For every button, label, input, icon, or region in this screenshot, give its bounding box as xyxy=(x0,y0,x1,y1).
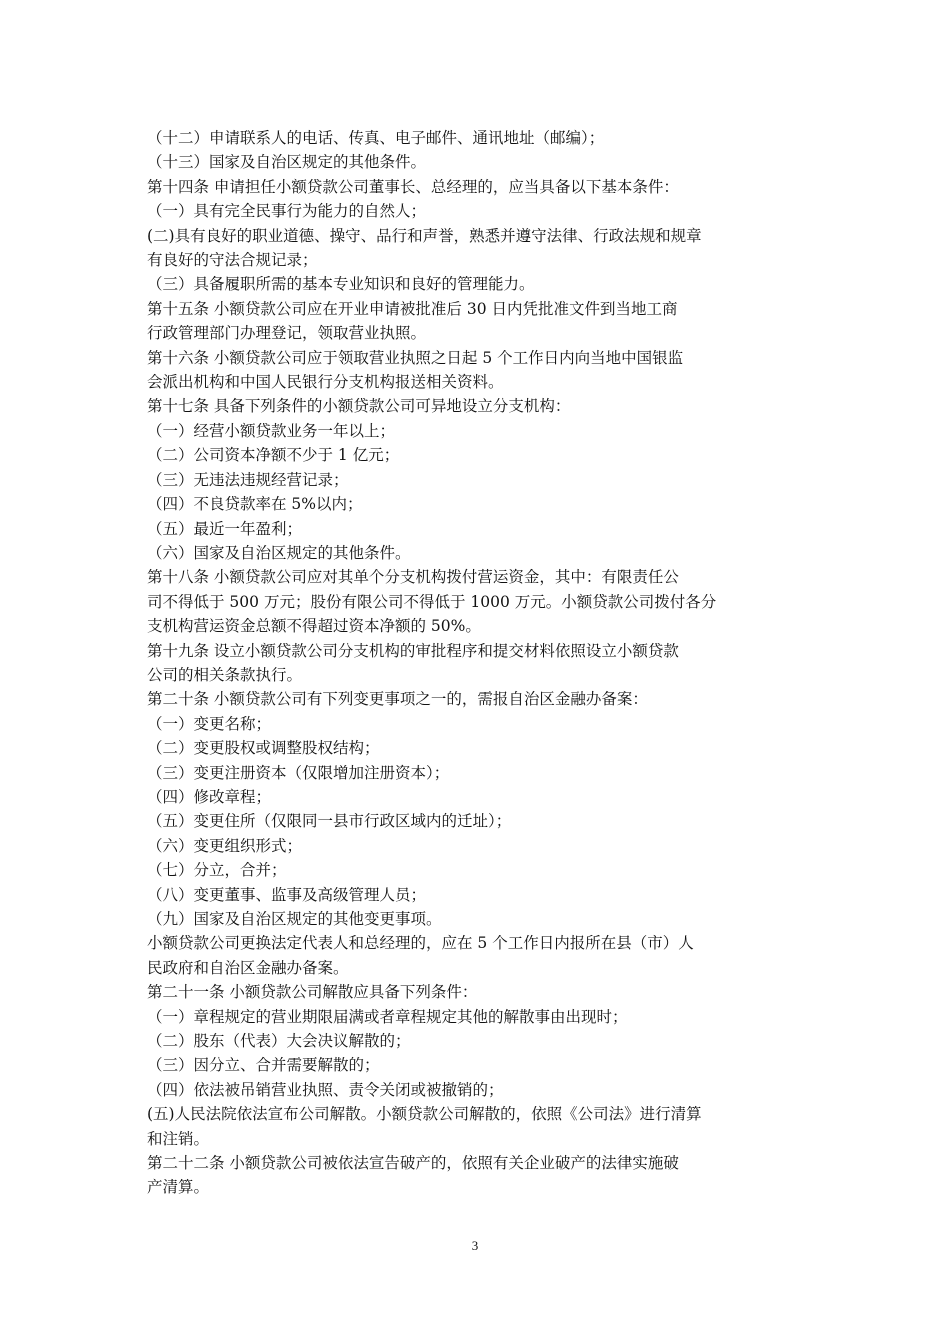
text-line: 民政府和自治区金融办备案。 xyxy=(147,958,349,977)
text-line: （三）因分立、合并需要解散的； xyxy=(147,1056,380,1075)
text-line: （七）分立，合并； xyxy=(147,861,287,880)
text-line: （六）国家及自治区规定的其他条件。 xyxy=(147,543,411,562)
text-line: 第十九条 设立小额贷款公司分支机构的审批程序和提交材料依照设立小额贷款 xyxy=(147,641,679,660)
text-line: （四）修改章程； xyxy=(147,787,272,806)
text-line: (二)具有良好的职业道德、操守、品行和声誉，熟悉并遵守法律、行政法规和规章 xyxy=(147,226,702,245)
text-line: （一）经营小额贷款业务一年以上； xyxy=(147,421,396,440)
document-body xyxy=(147,126,812,1200)
text-line: 第十六条 小额贷款公司应于领取营业执照之日起 5 个工作日内向当地中国银监 xyxy=(147,348,684,367)
text-line: （一）章程规定的营业期限届满或者章程规定其他的解散事由出现时； xyxy=(147,1007,628,1026)
text-line: 公司的相关条款执行。 xyxy=(147,665,303,684)
text-line: （六）变更组织形式； xyxy=(147,836,303,855)
text-line: 产清算。 xyxy=(147,1178,210,1197)
text-line: 司不得低于 500 万元；股份有限公司不得低于 1000 万元。小额贷款公司拨付各分 xyxy=(147,592,717,611)
text-line: (五)人民法院依法宣布公司解散。小额贷款公司解散的，依照《公司法》进行清算 xyxy=(147,1105,702,1124)
text-line: 第十八条 小额贷款公司应对其单个分支机构拨付营运资金，其中：有限责任公 xyxy=(147,568,679,587)
text-line: 第二十条 小额贷款公司有下列变更事项之一的，需报自治区金融办备案： xyxy=(147,690,648,709)
text-line: 第十五条 小额贷款公司应在开业申请被批准后 30 日内凭批准文件到当地工商 xyxy=(147,299,678,318)
text-line: （九）国家及自治区规定的其他变更事项。 xyxy=(147,910,442,928)
text-line: （十三）国家及自治区规定的其他条件。 xyxy=(147,153,427,172)
text-line: （四）不良贷款率在 5%以内； xyxy=(147,495,363,514)
text-line: （一）具有完全民事行为能力的自然人； xyxy=(147,202,427,221)
text-line: 第十四条 申请担任小额贷款公司董事长、总经理的，应当具备以下基本条件： xyxy=(147,177,679,196)
text-line: （二）股东（代表）大会决议解散的； xyxy=(147,1032,411,1051)
text-line: 小额贷款公司更换法定代表人和总经理的，应在 5 个工作日内报所在县（市）人 xyxy=(147,934,694,953)
text-line: 有良好的守法合规记录； xyxy=(147,251,318,270)
text-line: 第二十二条 小额贷款公司被依法宣告破产的，依照有关企业破产的法律实施破 xyxy=(147,1154,679,1173)
text-line: 会派出机构和中国人民银行分支机构报送相关资料。 xyxy=(147,373,504,392)
text-line: （十二）申请联系人的电话、传真、电子邮件、通讯地址（邮编）； xyxy=(147,129,605,147)
text-line: 和注销。 xyxy=(147,1129,210,1148)
text-line: 第十七条 具备下列条件的小额贷款公司可异地设立分支机构： xyxy=(147,397,571,416)
text-line: 第二十一条 小额贷款公司解散应具备下列条件： xyxy=(147,983,478,1002)
page-number: 3 xyxy=(471,1238,479,1253)
text-line: （三）具备履职所需的基本专业知识和良好的管理能力。 xyxy=(147,275,535,294)
text-line: （一）变更名称； xyxy=(147,714,272,733)
text-line: （四）依法被吊销营业执照、责令关闭或被撤销的； xyxy=(147,1080,504,1099)
text-line: （五）最近一年盈利； xyxy=(147,519,303,538)
text-line: 支机构营运资金总额不得超过资本净额的 50%。 xyxy=(147,617,481,636)
text-line: （三）无违法违规经营记录； xyxy=(147,470,349,489)
text-line: （八）变更董事、监事及高级管理人员； xyxy=(147,885,427,904)
text-line: （三）变更注册资本（仅限增加注册资本）； xyxy=(147,763,450,782)
text-line: 行政管理部门办理登记，领取营业执照。 xyxy=(147,324,427,343)
text-line: （五）变更住所（仅限同一县市行政区域内的迁址）； xyxy=(147,812,512,831)
text-line: （二）变更股权或调整股权结构； xyxy=(147,739,380,758)
text-line: （二）公司资本净额不少于 1 亿元； xyxy=(147,446,400,465)
